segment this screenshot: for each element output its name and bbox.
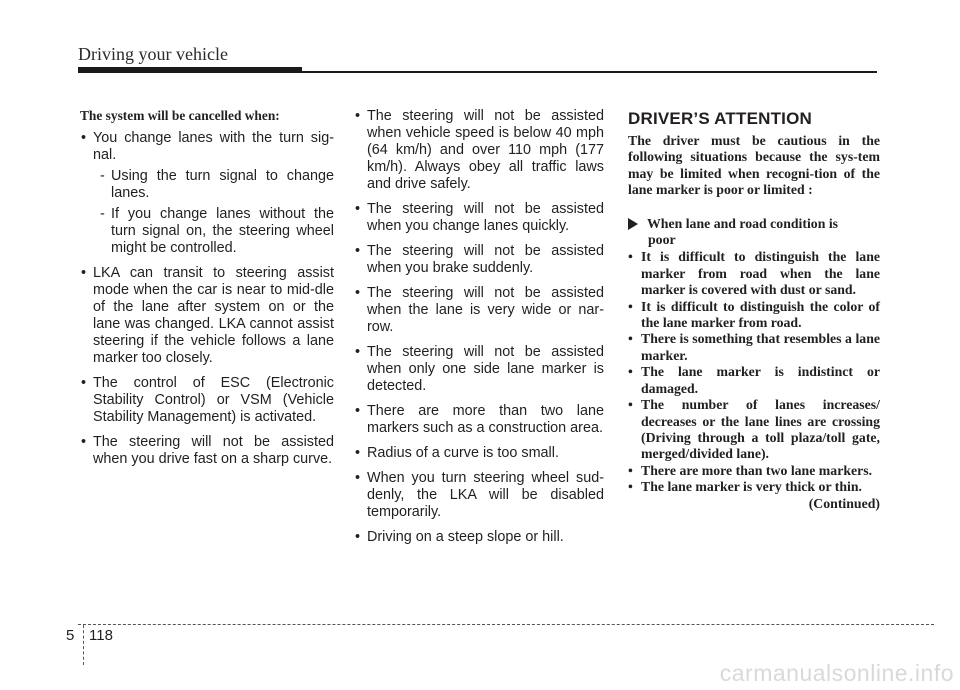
chapter-number: 5	[66, 627, 75, 644]
list-item	[354, 243, 604, 277]
list-item-text: The lane marker is indistinct or damaged.	[641, 364, 880, 396]
list-item-text: The number of lanes increases/ decreases or the lane lines are crossing (Driving through a toll plaza/toll gate, merged/divided lane).	[641, 397, 880, 462]
page-header-title: Driving your vehicle	[78, 44, 228, 64]
list-item	[354, 344, 604, 395]
list-item-text: The control of ESC (Electronic Stability Control) or VSM (Vehicle Stability Management) is activated.	[93, 375, 334, 425]
list-item	[354, 285, 604, 336]
list-item	[354, 445, 604, 462]
list-item-text: It is difficult to distinguish the color of the lane marker from road.	[641, 298, 880, 331]
list-item-text: The lane marker is very thick or thin.	[641, 479, 862, 495]
list-item	[628, 463, 880, 479]
list-item-text: The steering will not be assisted when vehicle speed is below 40 mph (64 km/h) and over 110 mph (177 km/h). Always obey all traffic laws and drive safely.	[367, 108, 604, 192]
lane-condition-list	[628, 249, 880, 495]
header-rule-thin	[302, 71, 877, 73]
list-item-text: When you turn steering wheel sud-denly, the LKA will be disabled temporarily.	[367, 470, 604, 520]
lane-condition-subheading	[628, 216, 880, 249]
list-item-text: The steering will not be assisted when you drive fast on a sharp curve.	[93, 434, 334, 467]
column-left	[80, 108, 334, 476]
column-middle	[354, 108, 604, 554]
list-item	[628, 331, 880, 364]
list-item	[354, 403, 604, 437]
list-item-text: Radius of a curve is too small.	[367, 445, 559, 461]
list-item	[354, 108, 604, 193]
cancel-conditions-intro: The system will be cancelled when:	[80, 108, 280, 123]
sub-list-item-text: Using the turn signal to change lanes.	[111, 168, 334, 201]
cancel-conditions-list	[80, 130, 334, 468]
list-item	[80, 265, 334, 367]
sub-list-item-text: If you change lanes without the turn signal on, the steering wheel might be controlled.	[111, 206, 334, 256]
list-item-text: Driving on a steep slope or hill.	[367, 529, 564, 545]
list-item-text: The steering will not be assisted when you change lanes quickly.	[367, 201, 604, 234]
continued-label: (Continued)	[808, 495, 880, 511]
list-item	[628, 249, 880, 298]
sub-list-item	[100, 206, 334, 257]
watermark: carmanualsonline.info	[719, 660, 954, 686]
list-item	[80, 434, 334, 468]
list-item	[628, 397, 880, 463]
footer-rule	[78, 624, 934, 625]
list-item-text: The steering will not be assisted when you brake suddenly.	[367, 243, 604, 276]
dash-marker: -	[100, 168, 105, 184]
list-item-text: There are more than two lane markers such as a construction area.	[367, 403, 604, 436]
list-item-text: The steering will not be assisted when only one side lane marker is detected.	[367, 344, 604, 394]
footer-divider	[83, 625, 84, 665]
sub-list-item	[100, 168, 334, 202]
list-item-text: It is difficult to distinguish the lane marker from road when the lane marker is covered with dust or sand.	[641, 249, 880, 298]
list-item	[354, 529, 604, 546]
subheading-line-2: poor	[648, 232, 676, 248]
header-rule-thick	[78, 67, 302, 73]
list-item	[80, 375, 334, 426]
page-number: 118	[89, 627, 113, 644]
steering-not-assisted-list	[354, 108, 604, 546]
list-item	[354, 201, 604, 235]
triangle-marker-icon	[628, 218, 638, 230]
list-item	[80, 130, 334, 257]
list-item	[628, 479, 880, 495]
list-item-text: There is something that resembles a lane marker.	[641, 331, 880, 363]
list-item-text: You change lanes with the turn sig-nal.	[93, 130, 334, 163]
list-item	[628, 299, 880, 332]
list-item-text: The steering will not be assisted when the lane is very wide or nar-row.	[367, 285, 604, 335]
section-heading-drivers-attention: DRIVER’S ATTENTION	[628, 109, 812, 128]
dash-marker: -	[100, 206, 105, 222]
list-item-text: LKA can transit to steering assist mode when the car is near to mid-dle of the lane after system on or the lane was changed. LKA cannot assist steering if the vehicle follows a lane marker too closely.	[93, 265, 334, 366]
list-item	[628, 364, 880, 397]
attention-intro-text: The driver must be cautious in the following situations because the sys-tem may be limited when recogni-tion of the lane marker is poor or limited :	[628, 133, 880, 198]
list-item-text: There are more than two lane markers.	[641, 462, 873, 478]
column-right	[628, 110, 880, 512]
list-item	[354, 470, 604, 521]
subheading-line-1: When lane and road condition is	[647, 215, 839, 231]
